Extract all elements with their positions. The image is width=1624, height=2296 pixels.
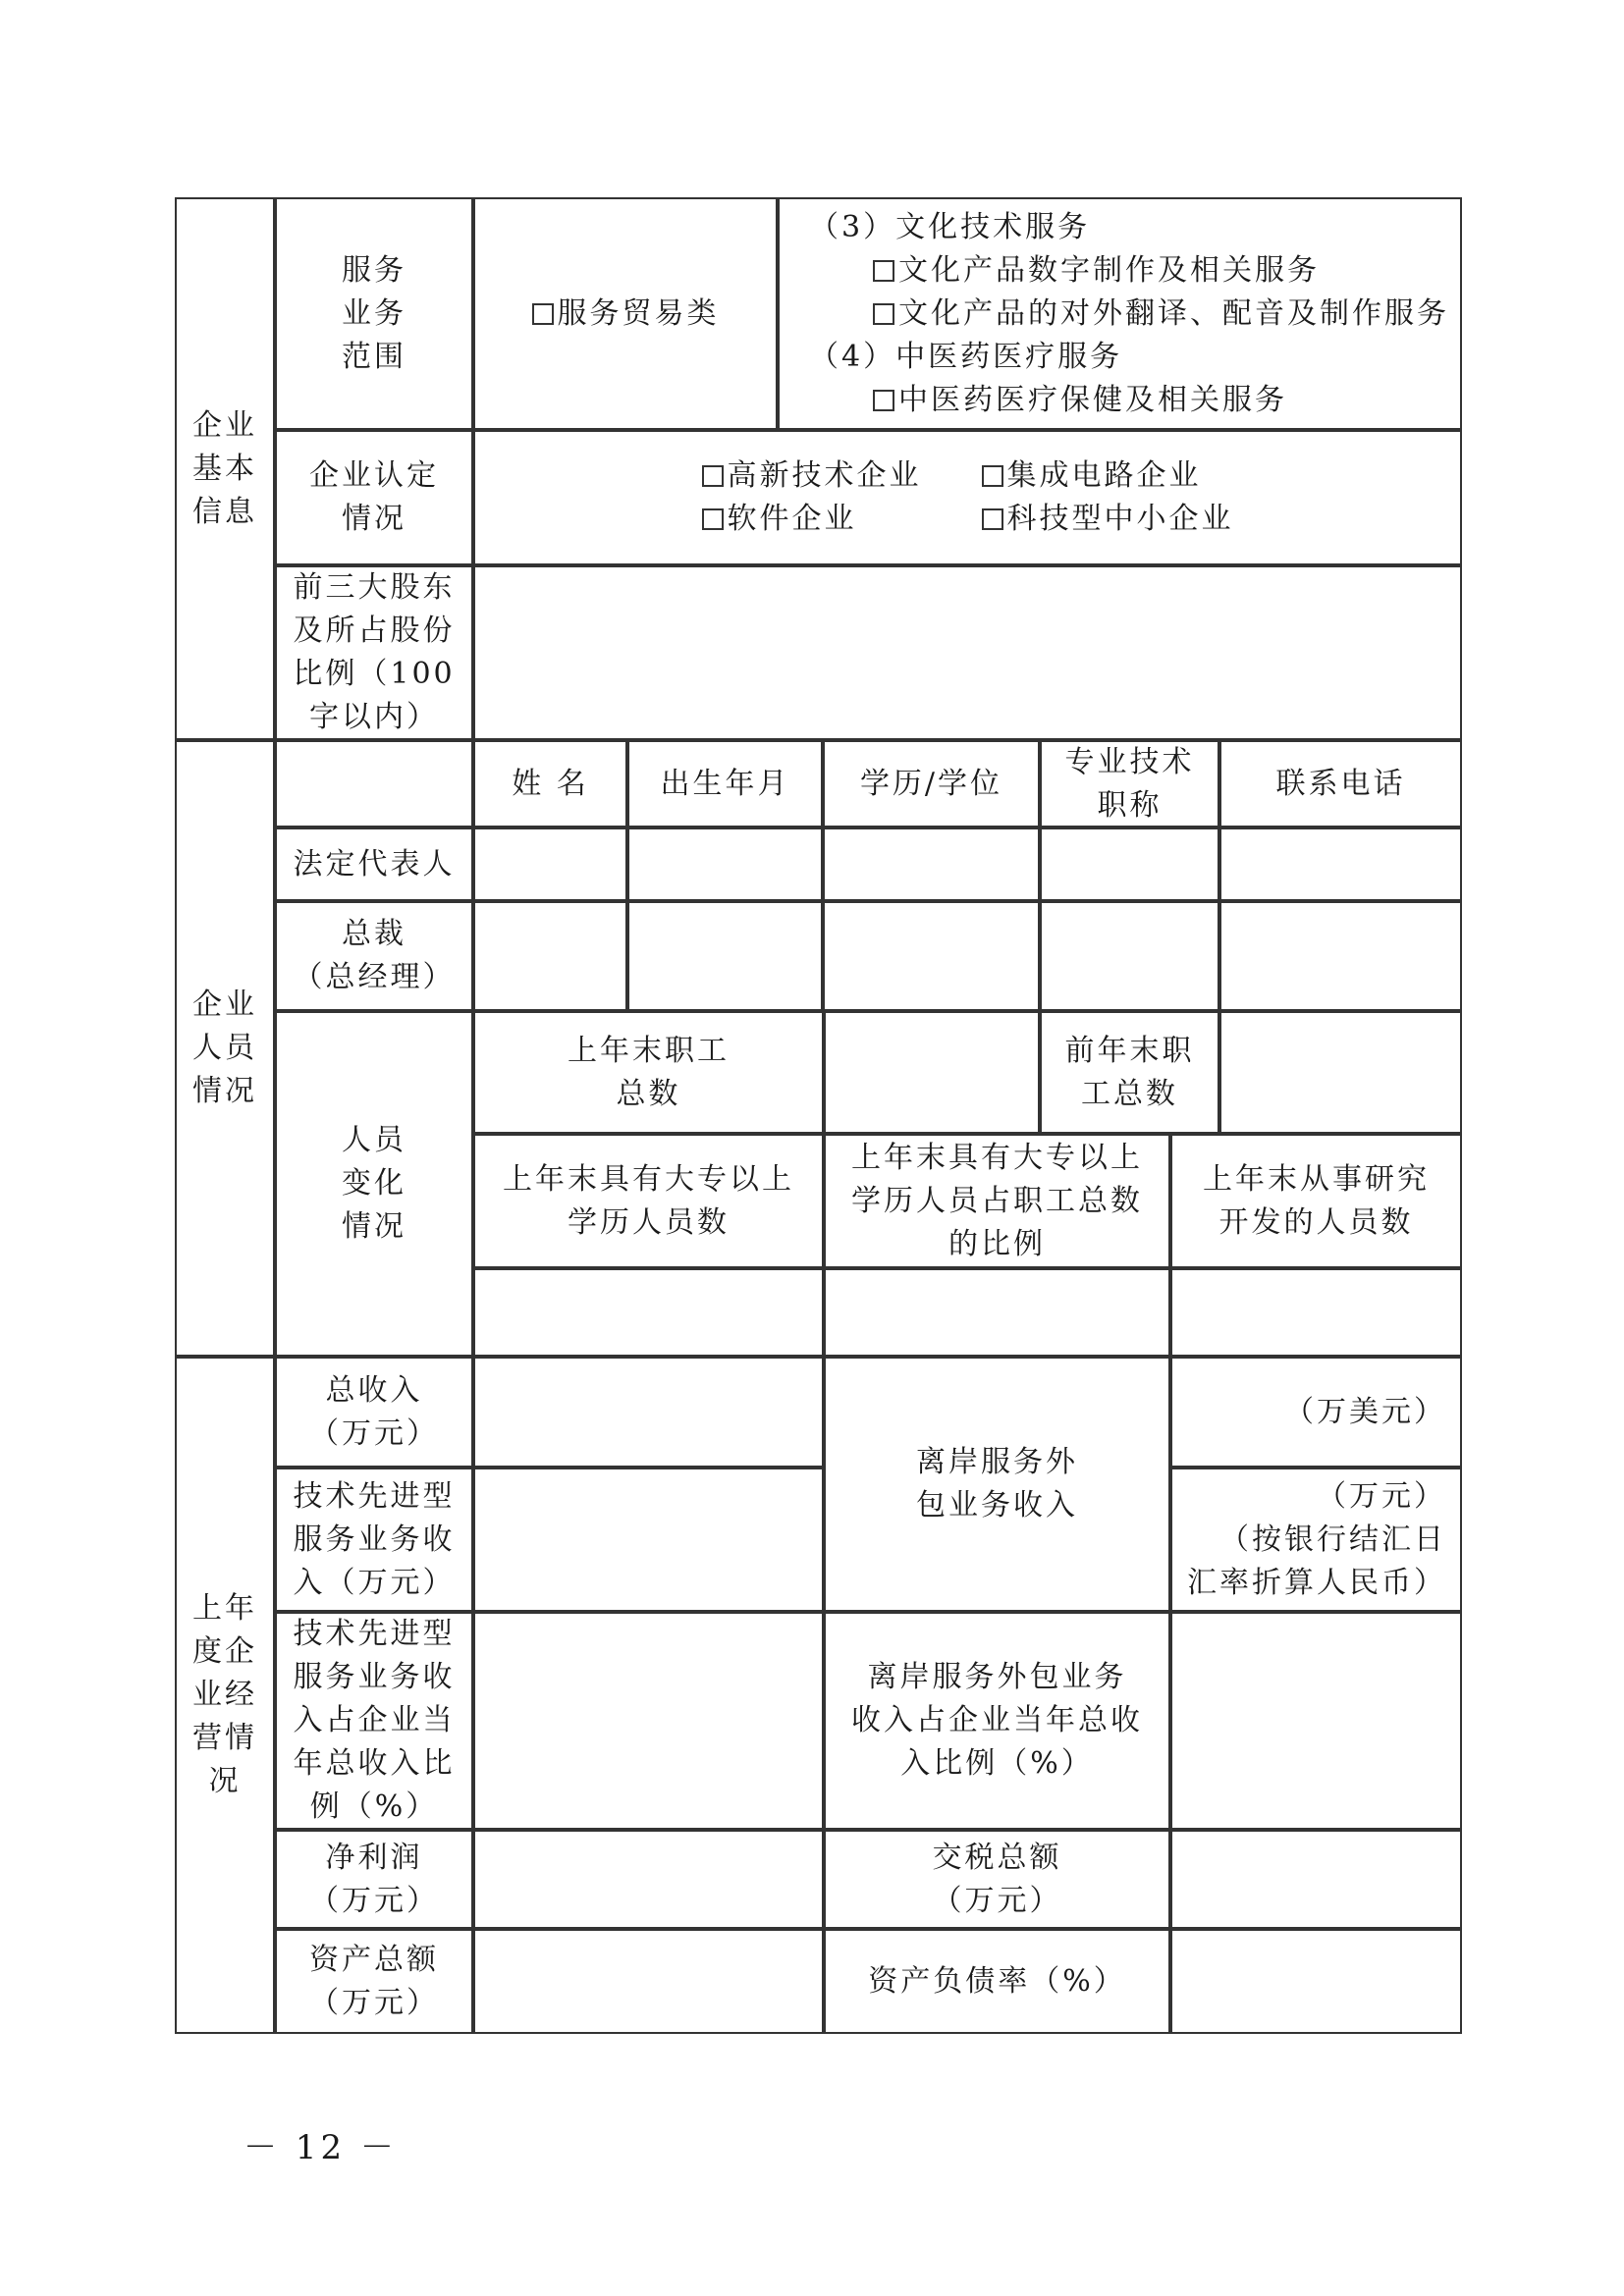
college-ratio-input[interactable]: [824, 1268, 1170, 1357]
cat4-option-healthcare[interactable]: [873, 383, 1287, 417]
cert-option-3[interactable]: [982, 498, 1234, 541]
application-form-table: [175, 197, 1462, 2034]
service-scope-label-text: 服务 业务 范围: [342, 252, 406, 374]
total-income-input[interactable]: [473, 1357, 824, 1468]
section-basic-info-text: 企业 基本 信息: [192, 407, 257, 529]
rd-count-label: [1170, 1134, 1462, 1268]
section-basic-info: [175, 197, 275, 740]
shareholders-label-text: 前三大股东 及所占股份 比例（100 字以内）: [293, 570, 456, 734]
assets-total-label-text: 资产总额 （万元）: [309, 1942, 439, 2020]
shareholders-label: [275, 565, 473, 740]
college-count-label: [473, 1134, 824, 1268]
checkbox-icon[interactable]: [532, 303, 554, 325]
net-profit-label: [275, 1830, 473, 1929]
cert-option-1-label: 集成电路企业: [1006, 458, 1202, 493]
checkbox-icon[interactable]: [873, 303, 894, 325]
college-ratio-label-text: 上年末具有大专以上 学历人员占职工总数 的比例: [851, 1140, 1143, 1261]
staff-header-2-text: 学历/学位: [859, 766, 1003, 801]
staff-header-4-text: 联系电话: [1275, 766, 1406, 801]
total-income-label: [275, 1357, 473, 1468]
staff-row-label-1-text: 总裁 （总经理）: [293, 917, 456, 994]
prev-year-staff-label-text: 前年末职 工总数: [1064, 1033, 1195, 1111]
section-operations: [175, 1357, 275, 2034]
offshore-usd-cell: [1170, 1357, 1462, 1468]
staff-header-3: [1040, 740, 1219, 828]
tech-income-input[interactable]: [473, 1468, 824, 1612]
service-trade-cell[interactable]: [473, 197, 778, 430]
service-scope-label: [275, 197, 473, 430]
staff-row-1-input-1[interactable]: [473, 901, 627, 1011]
debt-ratio-label-text: 资产负债率（%）: [868, 1963, 1126, 1999]
staff-row-0-input-4[interactable]: [1040, 828, 1219, 901]
offshore-ratio-label-text: 离岸服务外包业务 收入占企业当年总收 入比例（%）: [851, 1660, 1143, 1781]
staff-header-2: [823, 740, 1040, 828]
cert-label: [275, 430, 473, 565]
staff-header-0-text: 姓 名: [512, 766, 589, 801]
staff-row-1-input-3[interactable]: [823, 901, 1040, 1011]
staff-header-0: [473, 740, 627, 828]
staff-header-3-text: 专业技术 职称: [1064, 744, 1195, 823]
staff-row-0-input-3[interactable]: [823, 828, 1040, 901]
service-items-cell[interactable]: [778, 197, 1462, 430]
staff-row-0-input-2[interactable]: [627, 828, 823, 901]
assets-total-input[interactable]: [473, 1929, 824, 2034]
tech-income-label: [275, 1468, 473, 1612]
tax-total-label-text: 交税总额 （万元）: [932, 1840, 1062, 1918]
staff-header-4: [1219, 740, 1462, 828]
rd-count-input[interactable]: [1170, 1268, 1462, 1357]
cat4-option-healthcare-label: 中医药医疗保健及相关服务: [898, 382, 1287, 417]
shareholders-input[interactable]: [473, 565, 1462, 740]
prev-year-staff-input[interactable]: [1219, 1011, 1462, 1134]
section-staff-info: [175, 740, 275, 1357]
cert-option-1[interactable]: [982, 454, 1234, 498]
service-trade-checkbox[interactable]: [532, 293, 720, 336]
offshore-usd-cell-text: （万美元）: [1284, 1394, 1446, 1429]
checkbox-icon[interactable]: [982, 508, 1003, 530]
section-staff-info-text: 企业 人员 情况: [192, 988, 257, 1108]
offshore-ratio-label: [824, 1612, 1170, 1830]
staff-row-0-input-5[interactable]: [1219, 828, 1462, 901]
offshore-income-label: [824, 1357, 1170, 1612]
offshore-rmb-cell: [1170, 1468, 1462, 1612]
staff-header-blank[interactable]: [275, 740, 473, 828]
offshore-rmb-cell-text: （万元） （按银行结汇日 汇率折算人民币）: [1187, 1478, 1446, 1600]
net-profit-input[interactable]: [473, 1830, 824, 1929]
last-year-staff-label-text: 上年末职工 总数: [568, 1033, 730, 1111]
staff-row-1-input-5[interactable]: [1219, 901, 1462, 1011]
last-year-staff-input[interactable]: [824, 1011, 1040, 1134]
staff-header-1: [627, 740, 823, 828]
staff-change-label-text: 人员 变化 情况: [342, 1123, 406, 1244]
cat3-option-translation[interactable]: [873, 296, 1449, 331]
cat3-option-translation-label: 文化产品的对外翻译、配音及制作服务: [898, 295, 1449, 331]
cat3-option-digital-label: 文化产品数字制作及相关服务: [898, 252, 1320, 288]
offshore-income-label-text: 离岸服务外 包业务收入: [916, 1445, 1078, 1522]
college-count-input[interactable]: [473, 1268, 824, 1357]
cert-option-0[interactable]: [702, 454, 982, 498]
cert-option-2-label: 软件企业: [727, 502, 857, 536]
staff-change-label: [275, 1011, 473, 1357]
debt-ratio-input[interactable]: [1170, 1929, 1462, 2034]
cert-option-0-label: 高新技术企业: [727, 458, 922, 493]
prev-year-staff-label: [1040, 1011, 1219, 1134]
checkbox-icon[interactable]: [873, 260, 894, 282]
staff-row-label-0: [275, 828, 473, 901]
total-income-label-text: 总收入 （万元）: [309, 1372, 439, 1451]
tech-income-label-text: 技术先进型 服务业务收 入（万元）: [293, 1478, 456, 1600]
page-number: － 12 －: [244, 2128, 398, 2167]
staff-header-1-text: 出生年月: [660, 766, 790, 801]
tech-ratio-label-text: 技术先进型 服务业务收 入占企业当 年总收入比 例（%）: [293, 1617, 456, 1824]
staff-row-0-input-1[interactable]: [473, 828, 627, 901]
staff-row-label-1: [275, 901, 473, 1011]
checkbox-icon[interactable]: [702, 465, 724, 487]
checkbox-icon[interactable]: [982, 465, 1003, 487]
net-profit-label-text: 净利润 （万元）: [309, 1840, 439, 1918]
checkbox-icon[interactable]: [873, 390, 894, 411]
tax-total-input[interactable]: [1170, 1830, 1462, 1929]
section-operations-text: 上年 度企 业经 营情 况: [192, 1591, 257, 1798]
college-ratio-label: [824, 1134, 1170, 1268]
assets-total-label: [275, 1929, 473, 2034]
debt-ratio-label: [824, 1929, 1170, 2034]
last-year-staff-label: [473, 1011, 824, 1134]
cert-label-text: 企业认定 情况: [309, 458, 439, 536]
staff-row-1-input-2[interactable]: [627, 901, 823, 1011]
category-4-heading: （4）中医药医疗服务: [809, 339, 1123, 374]
service-items-list: [780, 206, 1449, 422]
rd-count-label-text: 上年末从事研究 开发的人员数: [1203, 1161, 1430, 1240]
tech-ratio-label: [275, 1612, 473, 1830]
cert-option-3-label: 科技型中小企业: [1006, 502, 1234, 536]
staff-row-1-input-4[interactable]: [1040, 901, 1219, 1011]
offshore-ratio-input[interactable]: [1170, 1612, 1462, 1830]
tax-total-label: [824, 1830, 1170, 1929]
cert-options-grid: [702, 454, 1234, 541]
tech-ratio-input[interactable]: [473, 1612, 824, 1830]
cert-options-cell[interactable]: [473, 430, 1462, 565]
college-count-label-text: 上年末具有大专以上 学历人员数: [503, 1161, 794, 1240]
category-3-heading: （3）文化技术服务: [809, 209, 1091, 244]
service-trade-checkbox-label: 服务贸易类: [557, 295, 720, 331]
staff-row-label-0-text: 法定代表人: [293, 846, 456, 881]
checkbox-icon[interactable]: [702, 508, 724, 530]
cat3-option-digital[interactable]: [873, 253, 1320, 288]
cert-option-2[interactable]: [702, 498, 982, 541]
